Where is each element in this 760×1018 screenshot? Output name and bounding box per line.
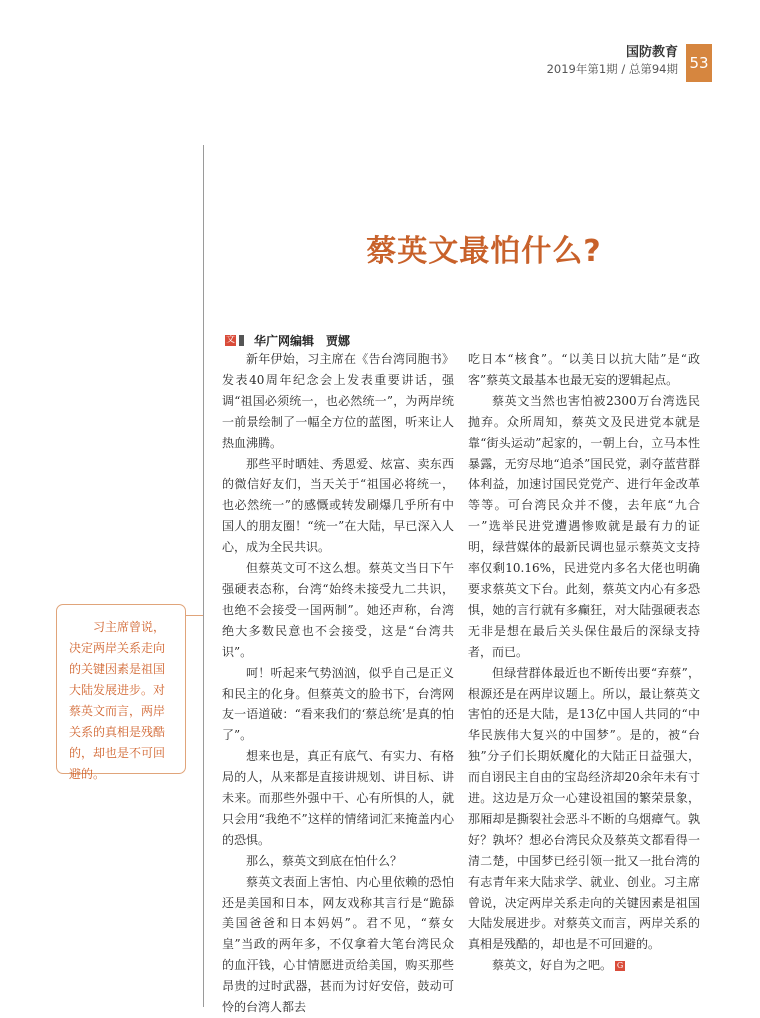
paragraph: 蔡英文当然也害怕被2300万台湾选民抛弃。众所周知，蔡英文及民进党本就是靠“街头运动”起家的，一朝上台，立马本性暴露，无穷尽地“追杀”国民党，剥夺蓝营群体利益，加速讨国民党党产、进行年金改革等等。可台湾民众并不傻，去年底“九合一”选举民进党遭遇惨败就是最有力的证明，绿营媒体的最新民调也显示蔡英文支持率仅剩10.16%，民进党内多名大佬也明确要求蔡英文下台。此刻，蔡英文内心有多恐惧，她的言行就有多癫狂，对大陆强硬表态无非是想在最后关头保住最后的深绿支持者，而已。 <box>468 393 700 659</box>
paragraph: 新年伊始，习主席在《告台湾同胞书》发表40周年纪念会上发表重要讲话，强调“祖国必须统一，也必然统一”，为两岸统一前景绘制了一幅全方位的蓝图，听来让人热血沸腾。 <box>222 352 454 450</box>
end-mark-icon: G <box>616 960 624 970</box>
paragraph: 蔡英文表面上害怕、内心里依赖的恐怕还是美国和日本，网友戏称其言行是“跪舔美国爸爸和日本妈妈”。君不见，“蔡女皇”当政的两年多，不仅拿着大笔台湾民众的血汗钱，心甘情愿进贡给美国，购买那些昂贵的过时武器，甚而为讨好安倍，鼓动可怜的台湾人都去 <box>222 874 454 1015</box>
closing-text: 蔡英文，好自为之吧。 <box>492 958 613 973</box>
article-title: 蔡英文最怕什么? <box>366 234 602 269</box>
page-number: 53 <box>686 44 712 82</box>
byline-bar <box>239 335 244 346</box>
left-column <box>222 349 454 1018</box>
paragraph-continuation: 吃日本“核食”。“以美日以抗大陆”是“政客”蔡英文最基本也最无妄的逻辑起点。 <box>468 352 700 387</box>
divider-line <box>203 145 204 1007</box>
byline-icon: 文 <box>225 334 235 345</box>
paragraph: 想来也是，真正有底气、有实力、有格局的人，从来都是直接讲规划、讲目标、讲未来。而那些外强中干、心有所惧的人，就只会用“我绝不”这样的情绪词汇来掩盖内心的恐惧。 <box>222 749 454 847</box>
issue-info: 2019年第1期 / 总第94期 <box>546 62 678 76</box>
paragraph: 但绿营群体最近也不断传出要“弃蔡”，根源还是在两岸议题上。所以，最让蔡英文害怕的还是大陆，是13亿中国人共同的“中华民族伟大复兴的中国梦”。是的，被“台独”分子们长期妖魔化的大陆正日益强大，而自诩民主自由的宝岛经济却20余年未有寸进。这边是万众一心建设祖国的繁荣景象，那厢却是撕裂社会恶斗不断的乌烟瘴气。孰好？孰坏？想必台湾民众及蔡英文都看得一清二楚，中国梦已经引领一批又一批台湾的有志青年来大陆求学、就业、创业。习主席曾说，决定两岸关系走向的关键因素是祖国大陆发展进步。对蔡英文而言，两岸关系的真相是残酷的，却也是不可回避的。 <box>468 665 700 952</box>
header-text <box>547 44 678 77</box>
pull-quote <box>56 604 186 781</box>
pull-quote-connector <box>185 615 203 616</box>
paragraph: 那么，蔡英文到底在怕什么？ <box>246 853 403 868</box>
paragraph: 那些平时晒娃、秀恩爱、炫富、卖东西的微信好友们，当天关于“祖国必将统一，也必然统一”的感慨或转发刷爆几乎所有中国人的朋友圈！“统一”在大陆，早已深入人心，成为全民共识。 <box>222 456 454 555</box>
paragraph: 呵！听起来气势汹汹，似乎自己是正义和民主的化身。但蔡英文的脸书下，台湾网友一语道破：“看来我们的‘蔡总统’是真的怕了”。 <box>222 665 454 743</box>
paragraph: 但蔡英文可不这么想。蔡英文当日下午强硬表态称，台湾“始终未接受九二共识，也绝不会接受一国两制”。她还声称，台湾绝大多数民意也不会接受，这是“台湾共识”。 <box>222 561 454 659</box>
magazine-name: 国防教育 <box>625 45 678 60</box>
paragraph-final <box>468 955 700 976</box>
page-header <box>547 44 712 88</box>
pull-quote-text: 习主席曾说，决定两岸关系走向的关键因素是祖国大陆发展进步。对蔡英文而言，两岸关系的真相是残酷的，却也是不可回避的。 <box>69 620 166 781</box>
right-column <box>468 349 700 976</box>
byline <box>225 333 350 347</box>
byline-text: 华广网编辑 贾娜 <box>254 333 351 348</box>
